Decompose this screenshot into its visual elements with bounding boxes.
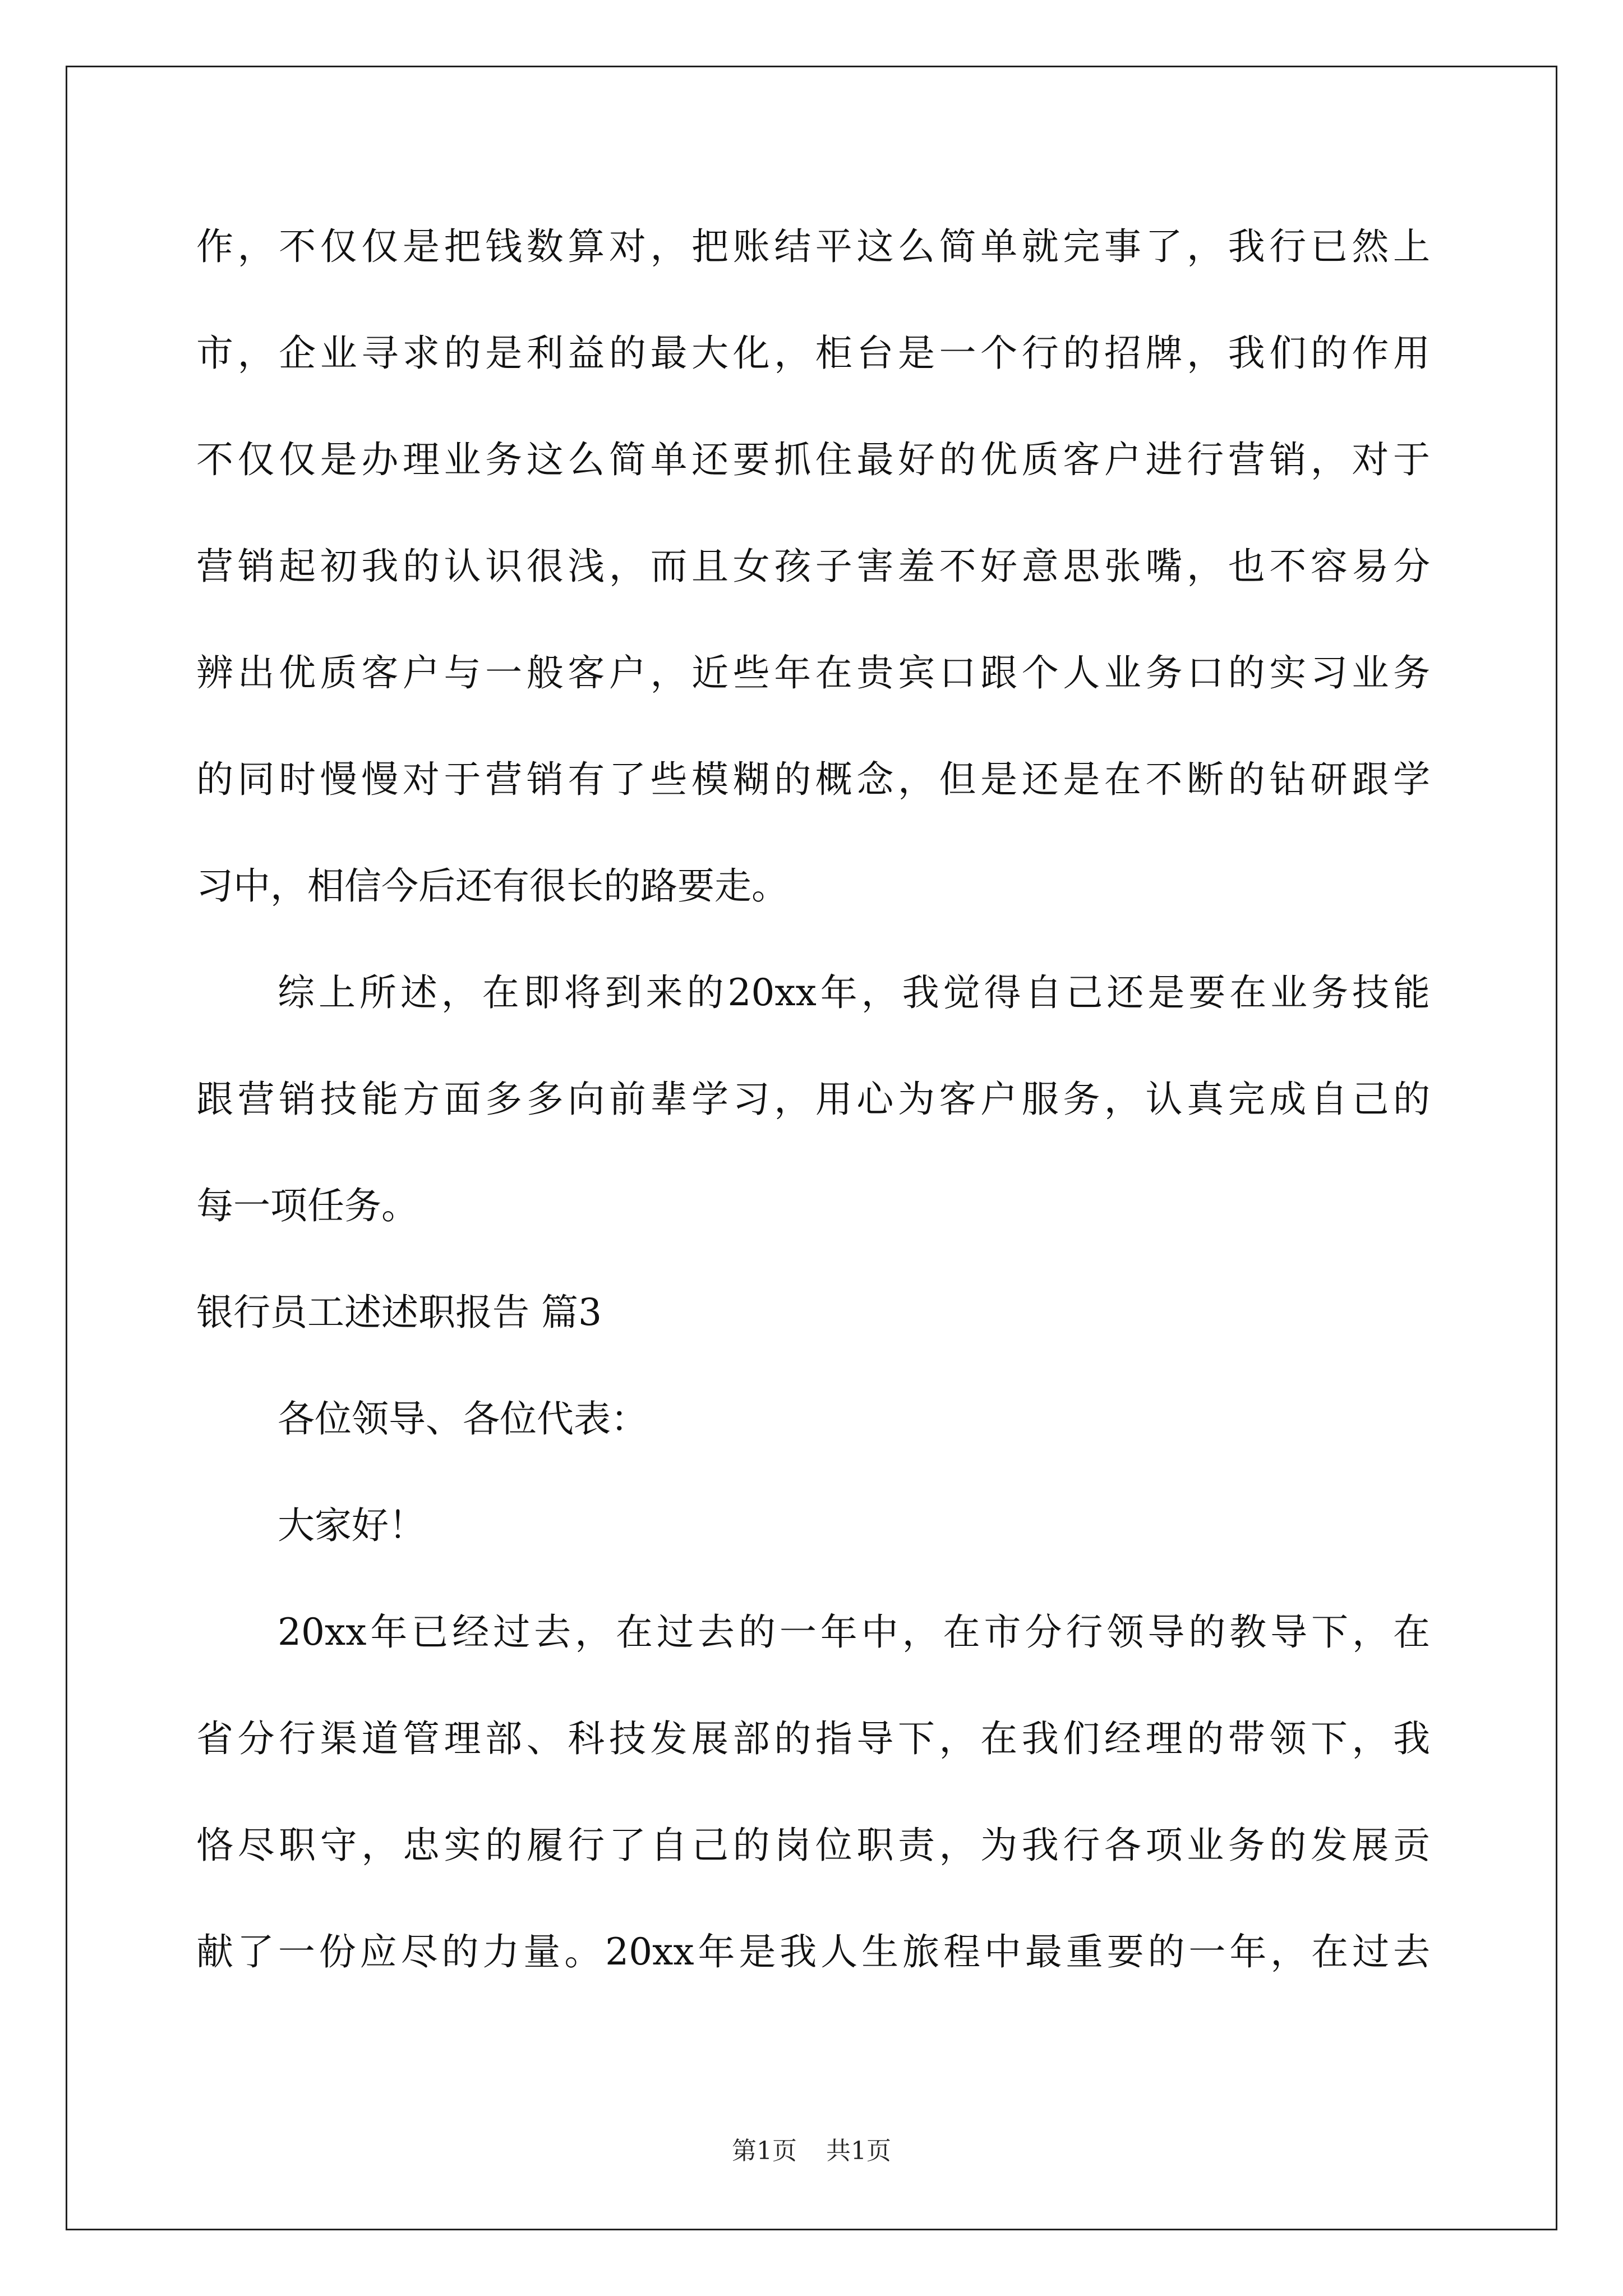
body-line-4: 营销起初我的认识很浅，而且女孩子害羞不好意思张嘴，也不容易分 <box>196 545 1430 588</box>
body-line-6: 的同时慢慢对于营销有了些模糊的概念，但是还是在不断的钻研跟学 <box>196 758 1430 801</box>
greeting: 大家好！ <box>278 1504 426 1547</box>
body-line-5: 辨出优质客户与一般客户，近些年在贵宾口跟个人业务口的实习业务 <box>196 651 1430 694</box>
salutation: 各位领导、各位代表： <box>278 1397 648 1441</box>
report-line-1: 20xx年已经过去，在过去的一年中，在市分行领导的教导下，在 <box>278 1611 1430 1654</box>
page-border <box>66 66 1557 2230</box>
page-number: 第1页 <box>732 2137 797 2165</box>
paragraph-summary-line-1: 综上所述，在即将到来的20xx年，我觉得自己还是要在业务技能 <box>278 971 1430 1014</box>
body-line-2: 市，企业寻求的是利益的最大化，柜台是一个行的招牌，我们的作用 <box>196 332 1430 375</box>
paragraph-summary-line-2: 跟营销技能方面多多向前辈学习，用心为客户服务，认真完成自己的 <box>196 1078 1430 1121</box>
paragraph-summary-line-3: 每一项任务。 <box>196 1184 418 1227</box>
body-line-3: 不仅仅是办理业务这么简单还要抓住最好的优质客户进行营销，对于 <box>196 438 1430 481</box>
section-heading: 银行员工述述职报告 篇3 <box>196 1291 602 1334</box>
body-line-1: 作，不仅仅是把钱数算对，把账结平这么简单就完事了，我行已然上 <box>196 225 1430 268</box>
page-total: 共1页 <box>826 2137 891 2165</box>
body-line-7: 习中，相信今后还有很长的路要走。 <box>196 864 789 908</box>
report-line-2: 省分行渠道管理部、科技发展部的指导下，在我们经理的带领下，我 <box>196 1717 1430 1760</box>
report-line-4: 献了一份应尽的力量。20xx年是我人生旅程中最重要的一年，在过去 <box>196 1930 1430 1973</box>
report-line-3: 恪尽职守，忠实的履行了自己的岗位职责，为我行各项业务的发展贡 <box>196 1824 1430 1867</box>
page-footer <box>0 2134 1623 2168</box>
